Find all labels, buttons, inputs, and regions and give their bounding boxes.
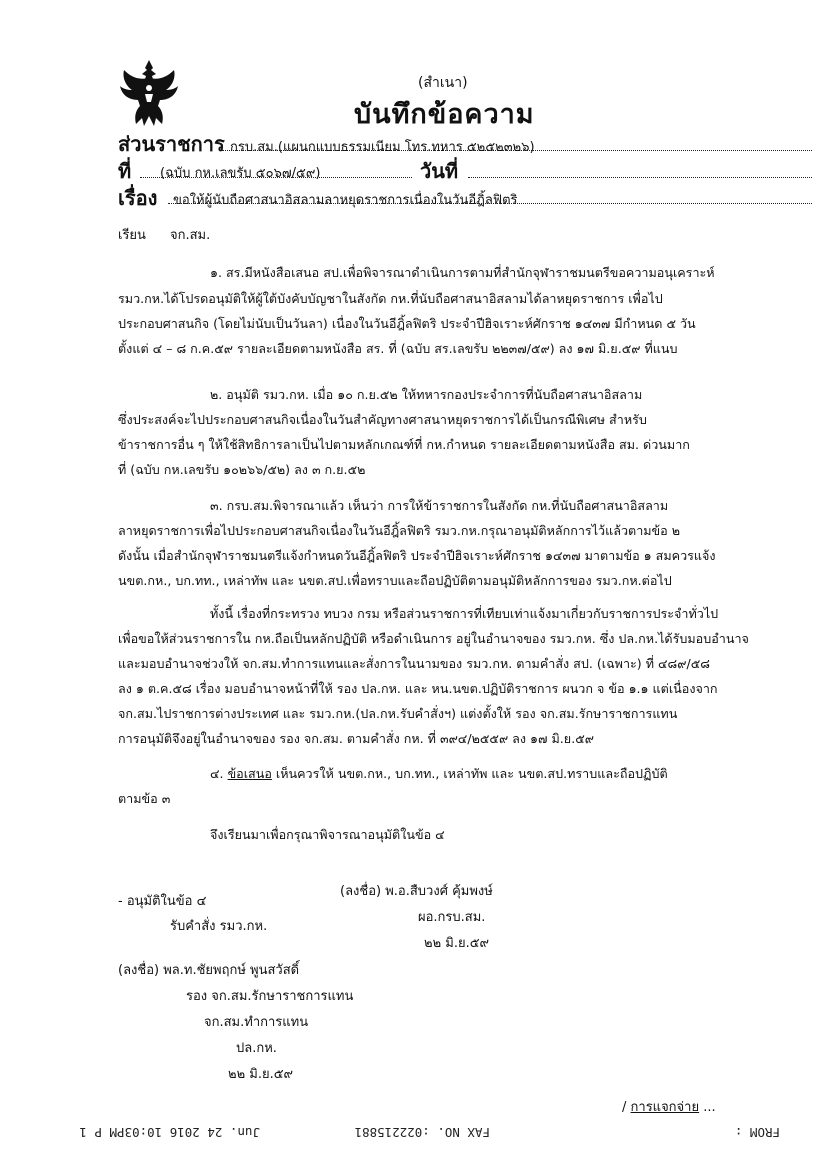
garuda-emblem-icon	[118, 58, 180, 130]
distribution-dots: ...	[703, 1100, 716, 1115]
p2-line-4: ที่ (ฉบับ กห.เลขรับ ๑๐๒๖๖/๕๒) ลง ๓ ก.ย.๕๒	[118, 462, 366, 477]
p4-line-6: การอนุมัติจึงอยู่ในอำนาจของ รอง จก.สม. ตามคำสั่ง กห. ที่ ๓๙๔/๒๕๕๙ ลง ๑๗ มิ.ย.๕๙	[118, 731, 594, 746]
p5-prefix: ๔.	[210, 766, 224, 781]
sig2-position-2: จก.สม.ทำการแทน	[204, 1015, 309, 1030]
p2-line-1: ๒. อนุมัติ รมว.กห. เมื่อ ๑๐ ก.ย.๕๒ ให้ทหารกองประจำการที่นับถือศาสนาอิสลาม	[210, 387, 643, 402]
subject-value: ขอให้ผู้นับถือศาสนาอิสลามลาหยุดราชการเนื่องในวันอีฎิ้ลฟิตริ	[173, 193, 518, 208]
p5-proposal-heading: ข้อเสนอ	[227, 766, 272, 781]
distribution-label: การแจกจ่าย	[630, 1100, 700, 1115]
p5-line-1	[210, 764, 668, 784]
copy-label: (สำเนา)	[418, 75, 468, 91]
agency-value: กรบ.สม.(แผนกแบบธรรมเนียม โทร.ทหาร ๕๒๕๒๓๒๖)	[230, 140, 535, 155]
fax-number: FAX NO. :022215881	[354, 1125, 490, 1140]
sig1-date: ๒๒ มิ.ย.๕๙	[424, 936, 490, 951]
p4-line-4: ลง ๑ ต.ค.๕๘ เรื่อง มอบอำนาจหน้าที่ให้ รอง ปล.กห. และ หน.นขต.ปฏิบัติราชการ ผนวก จ ข้อ ๑.๑ แต่เนื่องจาก	[118, 681, 718, 696]
p1-line-2: รมว.กห.ได้โปรดอนุมัติให้ผู้ใต้บังคับบัญชาในสังกัด กห.ที่นับถือศาสนาอิสลามได้ลาหยุดราชการ เพื่อไป	[118, 291, 663, 306]
p1-line-1: ๑. สร.มีหนังสือเสนอ สป.เพื่อพิจารณาดำเนินการตามที่สำนักจุฬาราชมนตรีขอความอนุเคราะห์	[210, 265, 715, 280]
ref-label: ที่	[118, 159, 132, 183]
distribution-slash: /	[622, 1100, 627, 1115]
p3-line-1: ๓. กรบ.สม.พิจารณาแล้ว เห็นว่า การให้ข้าราชการในสังกัด กห.ที่นับถือศาสนาอิสลาม	[210, 498, 669, 513]
p2-line-2: ซึ่งประสงค์จะไปประกอบศาสนกิจเนื่องในวันสำคัญทางศาสนาหยุดราชการได้เป็นกรณีพิเศษ สำหรับ	[118, 412, 647, 427]
p4-line-2: เพื่อขอให้ส่วนราชการใน กห.ถือเป็นหลักปฏิบัติ หรือดำเนินการ อยู่ในอำนาจของ รมว.กห. ซึ่ง ปล.กห.ได้รับมอบอำนาจ	[118, 631, 749, 646]
sig2-position-1: รอง จก.สม.รักษาราชการแทน	[186, 989, 354, 1004]
p4-line-3: และมอบอำนาจช่วงให้ จก.สม.ทำการแทนและสั่งการในนามของ รมว.กห. ตามคำสั่ง สป. (เฉพาะ) ที่ ๔๘๙/๕๘	[118, 656, 710, 671]
distribution-note	[622, 1096, 716, 1117]
subject-label: เรื่อง	[118, 186, 158, 210]
ref-value: (ฉบับ กห.เลขรับ ๕๐๖๗/๕๙)	[160, 166, 321, 181]
closing-line: จึงเรียนมาเพื่อกรุณาพิจารณาอนุมัติในข้อ ๔	[210, 827, 445, 842]
sig1-position: ผอ.กรบ.สม.	[418, 910, 486, 925]
sig2-date: ๒๒ มิ.ย.๕๙	[228, 1067, 294, 1082]
sig1-name: (ลงชื่อ) พ.อ.สืบวงศ์ คุ้มพงษ์	[340, 884, 493, 899]
salutation-label: เรียน	[118, 228, 146, 243]
p3-line-3: ดังนั้น เมื่อสำนักจุฬาราชมนตรีแจ้งกำหนดวันอีฎิ้ลฟิตริ ประจำปีฮิจเราะห์ศักราช ๑๔๓๗ มาตามข้อ ๑ สมควรแจ้ง	[118, 548, 716, 563]
salutation-value: จก.สม.	[170, 228, 211, 243]
approval-by: รับคำสั่ง รมว.กห.	[170, 919, 268, 934]
p5-line-2: ตามข้อ ๓	[118, 791, 171, 806]
p5-line-1-rest: เห็นควรให้ นขต.กห., บก.ทท., เหล่าทัพ และ นขต.สป.ทราบและถือปฏิบัติ	[275, 766, 668, 781]
fax-timestamp: Jun. 24 2016 10:03PM P 1	[79, 1125, 260, 1140]
fax-from: FROM :	[734, 1125, 780, 1140]
date-label: วันที่	[420, 159, 459, 183]
sig2-name: (ลงชื่อ) พล.ท.ชัยพฤกษ์ พูนสวัสดิ์	[118, 963, 300, 978]
p4-line-1: ทั้งนี้ เรื่องที่กระทรวง ทบวง กรม หรือส่วนราชการที่เทียบเท่าแจ้งมาเกี่ยวกับราชการประจำทั่วไป	[210, 606, 719, 621]
p3-line-2: ลาหยุดราชการเพื่อไปประกอบศาสนกิจเนื่องในวันอีฎิ้ลฟิตริ รมว.กห.กรุณาอนุมัติหลักการไว้แล้วตามข้อ ๒	[118, 523, 681, 538]
approval-note: - อนุมัติในข้อ ๔	[118, 894, 207, 909]
memo-title: บันทึกข้อความ	[354, 99, 535, 130]
p1-line-3: ประกอบศาสนกิจ (โดยไม่นับเป็นวันลา) เนื่องในวันอีฎิ้ลฟิตริ ประจำปีฮิจเราะห์ศักราช ๑๔๓๗ มีกำหนด ๕ วัน	[118, 316, 696, 331]
p4-line-5: จก.สม.ไปราชการต่างประเทศ และ รมว.กห.(ปล.กห.รับคำสั่งฯ) แต่งตั้งให้ รอง จก.สม.รักษาราชการแทน	[118, 706, 678, 721]
fax-header-strip	[40, 1120, 780, 1140]
agency-label: ส่วนราชการ	[118, 132, 225, 156]
date-underline	[468, 177, 812, 178]
sig2-position-3: ปล.กห.	[236, 1041, 277, 1056]
p2-line-3: ข้าราชการอื่น ๆ ให้ใช้สิทธิการลาเป็นไปตามหลักเกณฑ์ที่ กห.กำหนด รายละเอียดตามหนังสือ สม. ด่วนมาก	[118, 437, 690, 452]
p3-line-4: นขต.กห., บก.ทท., เหล่าทัพ และ นขต.สป.เพื่อทราบและถือปฏิบัติตามอนุมัติหลักการของ รมว.กห.ต่อไป	[118, 573, 672, 588]
p1-line-4: ตั้งแต่ ๔ – ๘ ก.ค.๕๙ รายละเอียดตามหนังสือ สร. ที่ (ฉบับ สร.เลขรับ ๒๒๓๗/๕๙) ลง ๑๗ มิ.ย.๕๙ ที่แนบ	[118, 341, 678, 356]
